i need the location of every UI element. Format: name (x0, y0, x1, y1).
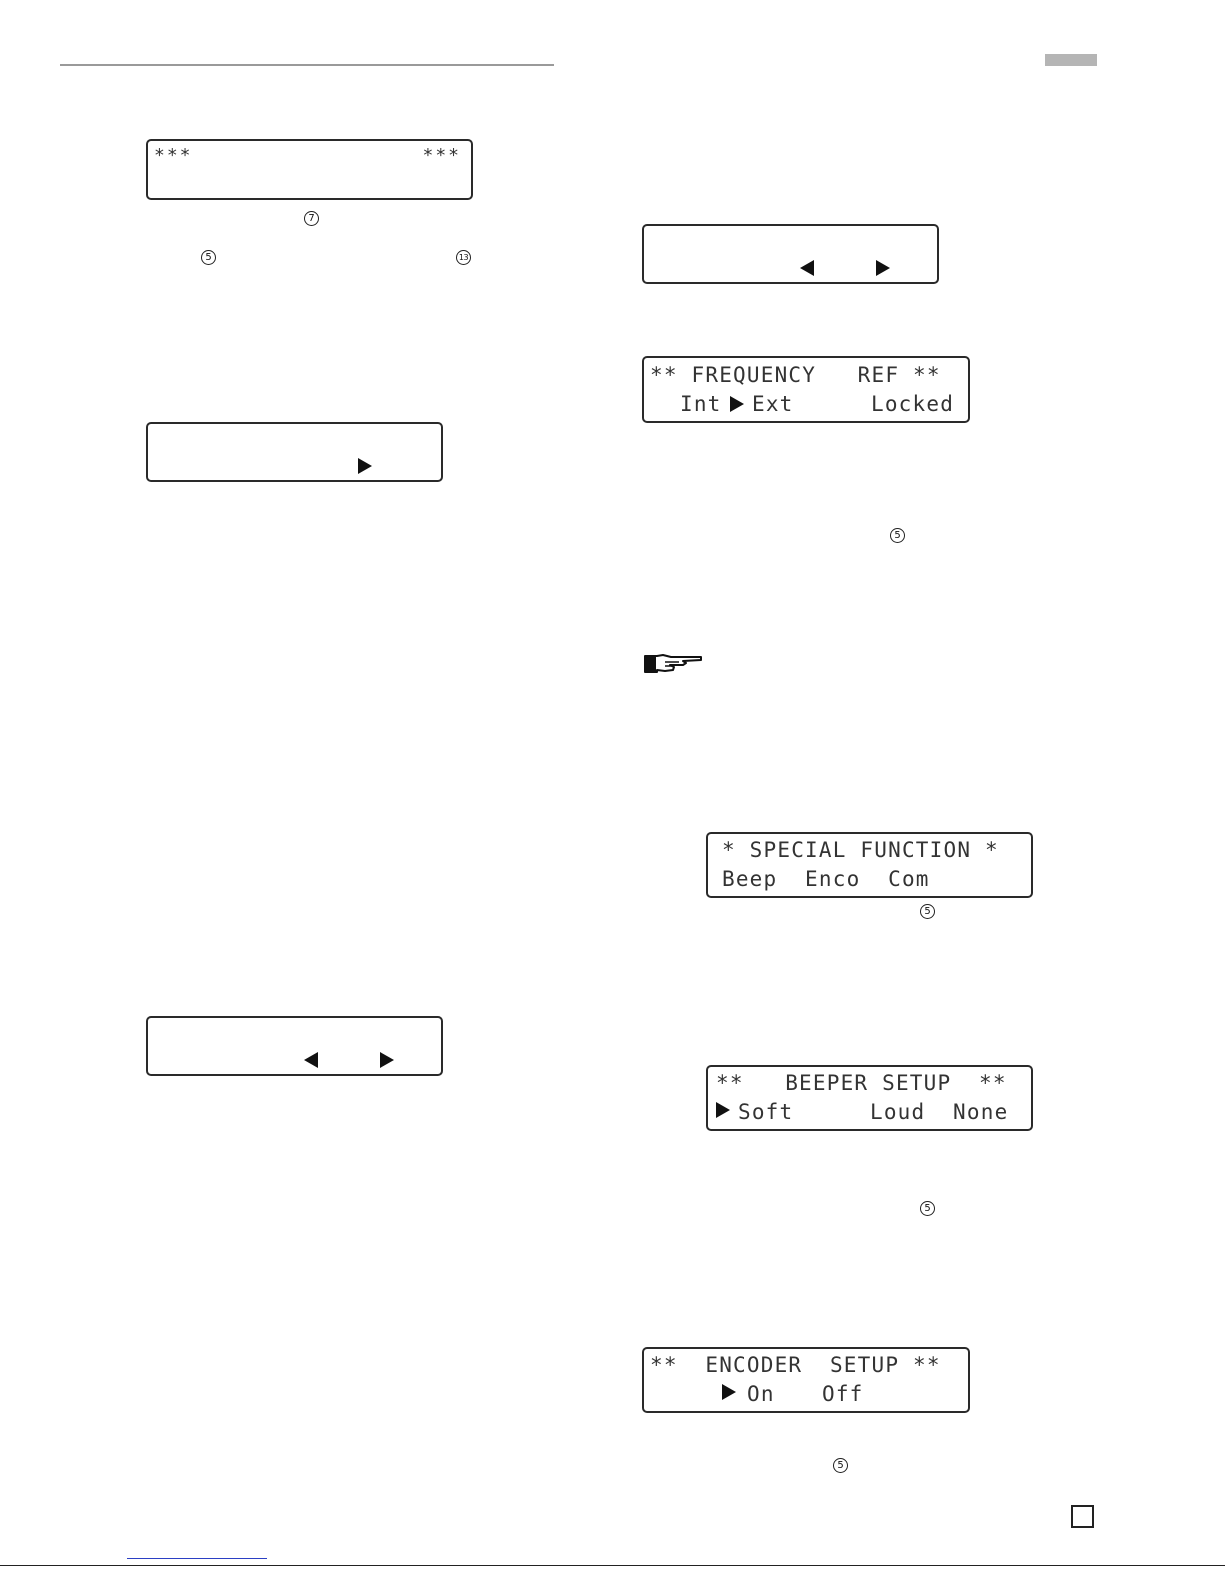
right-arrow-icon (876, 260, 890, 276)
lcd-line1: ** BEEPER SETUP ** (716, 1071, 1007, 1095)
lcd-option-ext: Ext (752, 392, 794, 416)
selection-arrow-icon (722, 1384, 736, 1400)
lcd-encoder-setup (642, 1347, 970, 1413)
callout-7: 7 (304, 211, 319, 226)
lcd-line1: ** FREQUENCY REF ** (650, 363, 941, 387)
lcd-status-locked: Locked (871, 392, 955, 416)
lcd-line1-left: *** (154, 145, 193, 166)
lcd-display-nav (146, 1016, 443, 1076)
page-number-box (1071, 1505, 1094, 1528)
lcd-option-on: On (747, 1382, 775, 1406)
left-arrow-icon (304, 1052, 318, 1068)
lcd-option-soft: Soft (738, 1100, 794, 1124)
right-arrow-icon (358, 458, 372, 474)
lcd-line1: * SPECIAL FUNCTION * (722, 838, 999, 862)
callout-5: 5 (201, 250, 216, 265)
lcd-display-nav-right (642, 224, 939, 284)
bottom-link-underline[interactable] (127, 1558, 267, 1559)
callout-5: 5 (833, 1458, 848, 1473)
lcd-line2: Beep Enco Com (722, 867, 930, 891)
section-tab (1045, 54, 1097, 66)
callout-5: 5 (890, 528, 905, 543)
lcd-special-function (706, 832, 1033, 898)
bottom-rule (0, 1565, 1225, 1566)
lcd-option-off: Off (822, 1382, 864, 1406)
selection-arrow-icon (716, 1102, 730, 1118)
pointing-hand-icon (643, 652, 703, 676)
lcd-frequency-ref (642, 356, 970, 423)
top-rule (60, 64, 554, 66)
callout-5: 5 (920, 904, 935, 919)
callout-5: 5 (920, 1201, 935, 1216)
lcd-line1-right: *** (422, 145, 461, 166)
selection-arrow-icon (730, 396, 744, 412)
lcd-line1: ** ENCODER SETUP ** (650, 1353, 941, 1377)
lcd-display-arrow (146, 422, 443, 482)
lcd-options-loud-none: Loud None (870, 1100, 1009, 1124)
right-arrow-icon (380, 1052, 394, 1068)
lcd-display-title (146, 139, 473, 200)
left-arrow-icon (800, 260, 814, 276)
callout-13: 13 (456, 250, 471, 265)
lcd-beeper-setup (706, 1065, 1033, 1131)
lcd-option-int: Int (680, 392, 722, 416)
